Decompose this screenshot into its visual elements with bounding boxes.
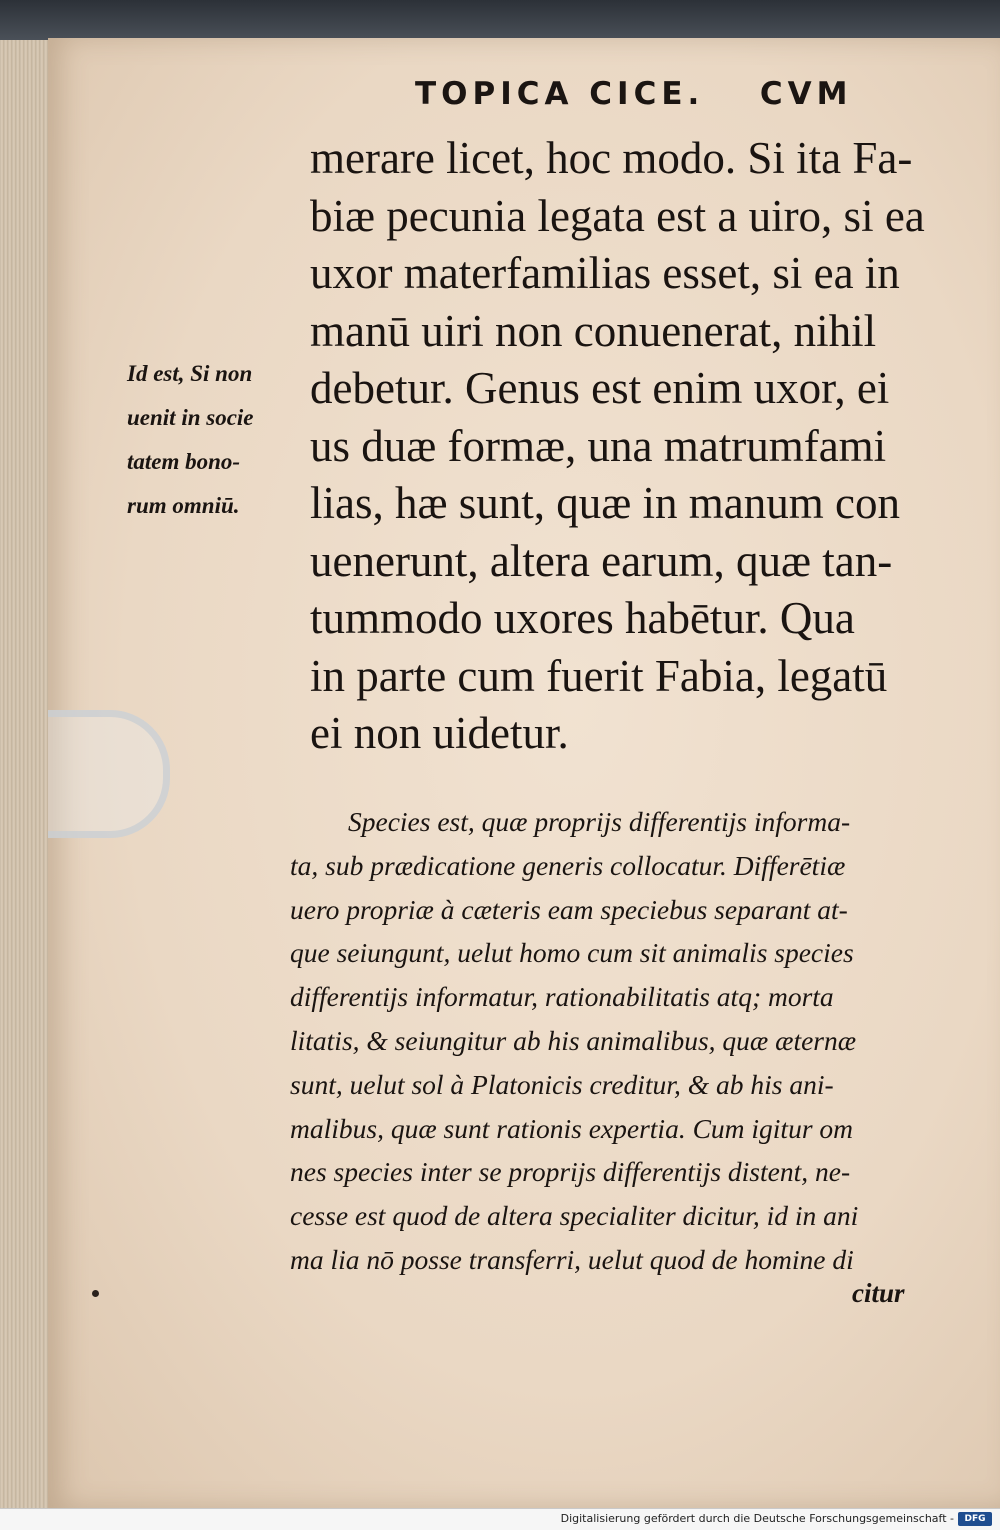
- main-line: ei non uidetur.: [310, 708, 569, 758]
- main-line: debetur. Genus est enim uxor, ei: [310, 363, 890, 413]
- ink-dot: [92, 1290, 99, 1297]
- main-line: lias, hæ sunt, quæ in manum con: [310, 478, 900, 528]
- commentary-line: sunt, uelut sol à Platonicis creditur, & ab his ani-: [290, 1068, 834, 1100]
- page-clip: [48, 710, 170, 838]
- main-line: us duæ formæ, una matrumfami: [310, 420, 887, 471]
- running-title: TOPICA CICE.: [415, 76, 705, 112]
- main-line: uxor materfamilias esset, si ea in: [310, 248, 900, 298]
- commentary-line: que seiungunt, uelut homo cum sit animalis species: [290, 937, 854, 969]
- catchword: citur: [852, 1278, 905, 1308]
- commentary-line: litatis, & seiungitur ab his animalibus, quæ æternæ: [290, 1024, 857, 1056]
- commentary-line: ma lia nō posse transferri, uelut quod de homine di: [290, 1243, 854, 1275]
- marginal-note: [127, 352, 302, 528]
- commentary-line: ta, sub prædicatione generis collocatur. Differētiæ: [290, 849, 846, 881]
- margin-line: rum omniū.: [127, 493, 240, 518]
- main-line: merare licet, hoc modo. Si ita Fa-: [310, 133, 913, 183]
- margin-line: Id est, Si non: [127, 361, 253, 386]
- main-line: tummodo uxores habētur. Qua: [310, 593, 855, 643]
- folio-number: CVM: [759, 76, 853, 112]
- margin-line: tatem bono-: [127, 449, 241, 474]
- commentary-block: [290, 800, 950, 1282]
- main-line: manū uiri non conuenerat, nihil: [310, 305, 877, 356]
- footer-credit: Digitalisierung gefördert durch die Deutsche Forschungsgemeinschaft -: [560, 1512, 954, 1525]
- commentary-line: uero propriæ à cæteris eam speciebus separant at-: [290, 893, 848, 925]
- commentary-line: malibus, quæ sunt rationis expertia. Cum igitur om: [290, 1112, 854, 1144]
- margin-line: uenit in socie: [127, 405, 254, 430]
- main-line: biæ pecunia legata est a uiro, si ea: [310, 190, 925, 241]
- main-line: uenerunt, altera earum, quæ tan-: [310, 535, 893, 586]
- commentary-line: nes species inter se proprijs differentijs distent, ne-: [290, 1156, 851, 1188]
- footer-bar: [0, 1508, 1000, 1530]
- main-line: in parte cum fuerit Fabia, legatū: [310, 650, 888, 701]
- commentary-line: Species est, quæ proprijs differentijs informa-: [348, 806, 851, 837]
- running-header: [415, 76, 855, 116]
- scan-background: [0, 0, 1000, 40]
- dfg-logo-icon: DFG: [958, 1512, 992, 1526]
- commentary-line: differentijs informatur, rationabilitatis atq; morta: [290, 981, 834, 1013]
- main-text-block: [310, 130, 950, 763]
- commentary-line: cesse est quod de altera specialiter dicitur, id in ani: [290, 1200, 859, 1232]
